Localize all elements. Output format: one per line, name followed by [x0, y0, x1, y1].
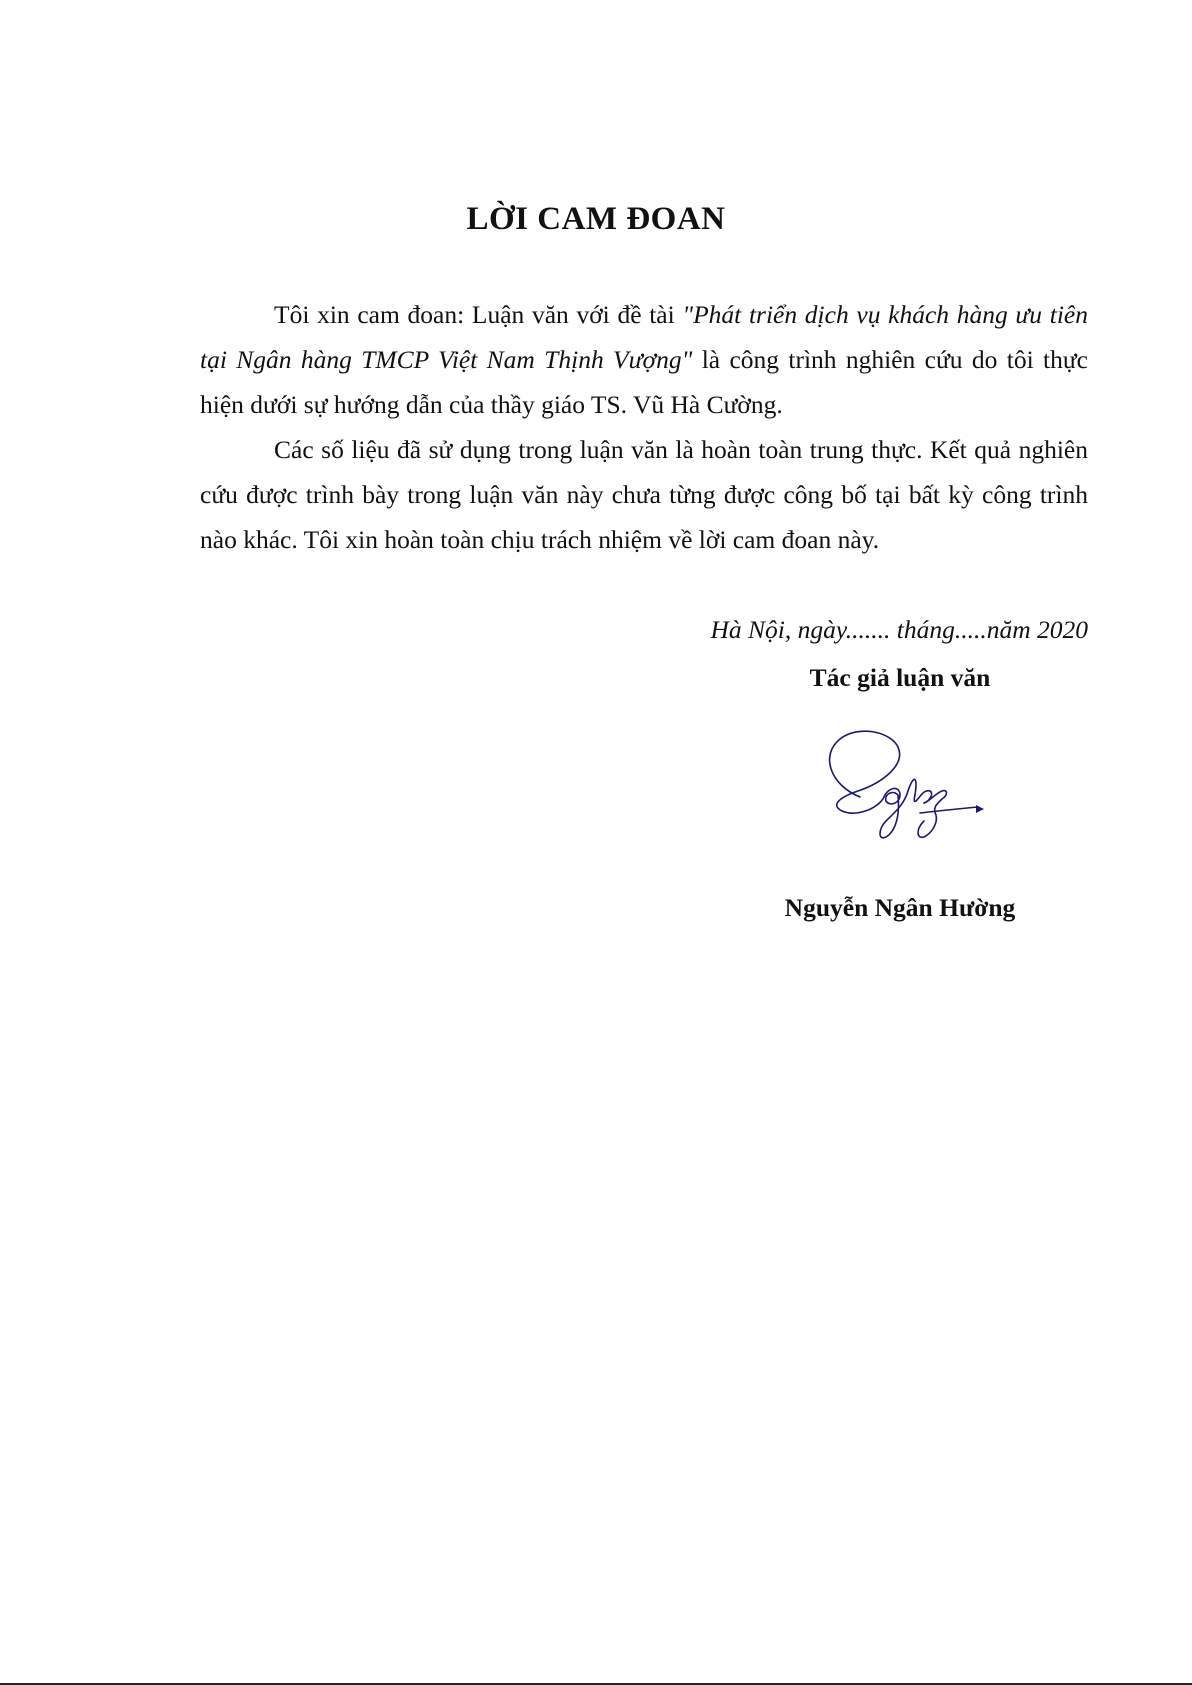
- thesis-title: "Phát triển dịch vụ khách hàng ưu tiên tại Ngân hàng TMCP Việt Nam Thịnh Vượng": [200, 300, 1088, 374]
- page-title: LỜI CAM ĐOAN: [466, 201, 726, 237]
- author-label: Tác giả luận văn: [809, 663, 991, 692]
- declaration-paragraph-1: [200, 292, 1088, 427]
- date-line: Hà Nội, ngày....... tháng.....năm 2020: [710, 615, 1088, 644]
- paragraph-1-tail: là công trình nghiên cứu do tôi thực hiện dưới sự hướng dẫn của thầy giáo TS. Vũ Hà Cường.: [200, 345, 1088, 419]
- author-name: Nguyễn Ngân Hường: [784, 893, 1016, 922]
- declaration-body: [200, 292, 1088, 562]
- declaration-paragraph-2: Các số liệu đã sử dụng trong luận văn là hoàn toàn trung thực. Kết quả nghiên cứu được trình bày trong luận văn này chưa từng được công bố tại bất kỳ công trình nào khác. Tôi xin hoàn toàn chịu trách nhiệm về lời cam đoan này.: [200, 435, 1088, 554]
- paragraph-1-lead: Tôi xin cam đoan: Luận văn với đề tài: [274, 300, 683, 329]
- signature-image: [820, 725, 990, 855]
